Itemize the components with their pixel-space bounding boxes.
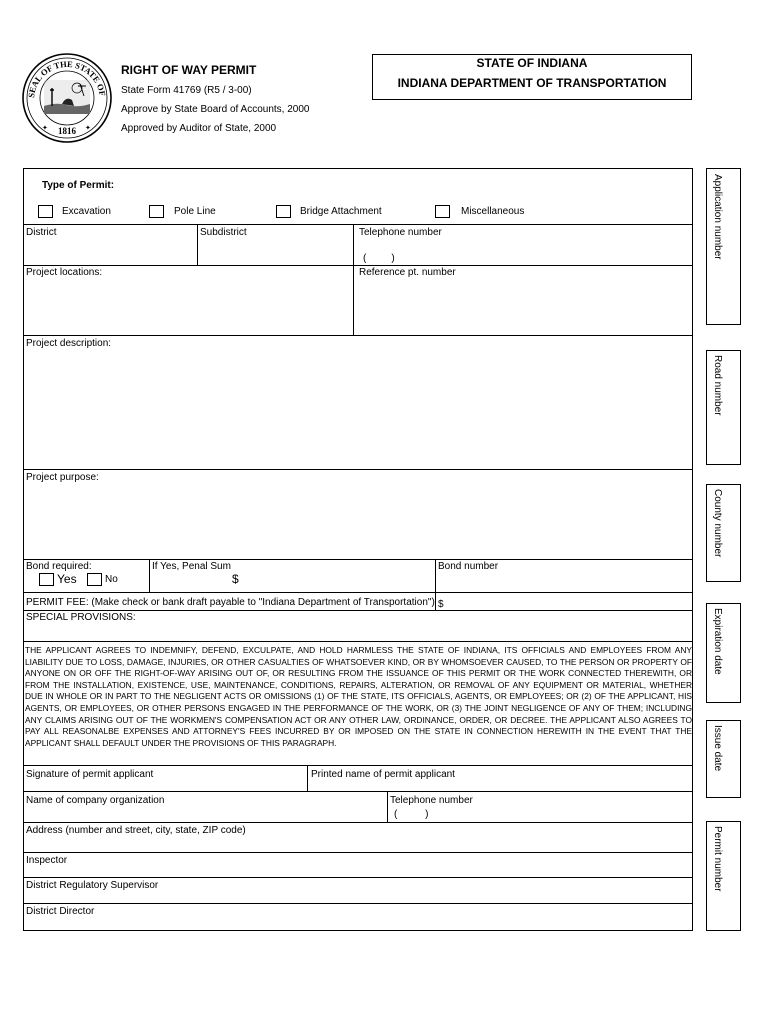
penal-sum-dollar: $ [232, 572, 239, 586]
company-telephone-parens: ( ) [394, 809, 429, 820]
seal-star-right: ✦ [85, 125, 91, 132]
permit-fee-label: PERMIT FEE: (Make check or bank draft payable to "Indiana Department of Transportation") [26, 597, 435, 608]
seal-text: SEAL OF THE STATE OF [26, 58, 108, 99]
bond-yes-label: Yes [57, 572, 77, 586]
permit-title: RIGHT OF WAY PERMIT [121, 63, 257, 77]
provisions-paragraph: THE APPLICANT AGREES TO INDEMNIFY, DEFEND, EXCULPATE, AND HOLD HARMLESS THE STATE OF INDIANA, ITS OFFICIALS AND EMPLOYEES FROM ANY LIABILITY DUE TO LOSS, DAMAGE, INJURIES, OR OTHER CASUALTIES OF WHATSOEVER KIND, OR BY WHOMSOEVER CAUSED, TO THE PERSON OR PROPERTY OF ANYONE ON OR OFF THE RIGHT-OF-WAY ARISING OUT OF, OR RESULTING FROM THE ISSUANCE OF THIS PERMIT OR THE WORK CONNECTED THEREWITH, OR FROM THE INSTALLATION, EXISTENCE, USE, MAINTENANCE, CONDITIONS, REPAIRS, ALTERATION, OR REMOVAL OF ANY EQUIPMENT OR MATERIAL, WHETHER DUE IN WHOLE OR IN PART TO THE NEGLIGENT ACTS OR OMISSIONS (1) OF THE STATE, ITS OFFICIALS, AGENTS, OR EMPLOYEES; OR (2) OF THE APPLICANT, HIS AGENTS, OR EMPLOYEES, OR OTHER PERSONS ENGAGED IN THE PERFORMANCE OF THE WORK, OR (3) THE JOINT NEGLIGENCE OF ANY OF THEM; INCLUDING ANY CLAIMS ARISING OUT OF THE WORKMEN'S COMPENSATION ACT OR ANY OTHER LAW, ORDINANCE, ORDER, OR DECREE. THE APPLICANT ALSO AGREES TO PAY ALL REASONALBE EXPENSES AND ATTORNEY'S FEES INCURRED BY OR IMPOSED ON THE STATE IN CONNECTION HEREWITH IN THE EVENT THAT THE APPLICANT SHALL DEFAULT UNDER THE PROVISIONS OF THIS PARAGRAPH. [25, 645, 692, 748]
bond-number-field[interactable]: Bond number [438, 561, 499, 572]
project-description-field[interactable]: Project description: [26, 338, 112, 349]
pole-line-label: Pole Line [174, 206, 216, 217]
company-field[interactable]: Name of company organization [26, 795, 165, 806]
excavation-label: Excavation [62, 206, 111, 217]
line-row-address [23, 822, 693, 823]
inspector-field[interactable]: Inspector [26, 855, 68, 866]
excavation-checkbox[interactable] [38, 205, 53, 218]
printed-name-field[interactable]: Printed name of permit applicant [311, 769, 455, 780]
line-row-provisions [23, 641, 693, 642]
expiration-date-label: Expiration date [712, 608, 723, 675]
divider-penal [149, 559, 150, 592]
bond-yes-checkbox[interactable] [39, 573, 54, 586]
penal-sum-field[interactable]: If Yes, Penal Sum [152, 561, 231, 572]
bond-no-checkbox[interactable] [87, 573, 102, 586]
line-row-supervisor [23, 877, 693, 878]
project-purpose-field[interactable]: Project purpose: [26, 472, 99, 483]
form-number: State Form 41769 (R5 / 3-00) [121, 85, 252, 96]
miscellaneous-label: Miscellaneous [461, 206, 525, 217]
line-row-director [23, 903, 693, 904]
approved-board: Approve by State Board of Accounts, 2000 [121, 104, 310, 115]
miscellaneous-checkbox[interactable] [435, 205, 450, 218]
divider-bond-number [435, 559, 436, 592]
line-row-special [23, 610, 693, 611]
district-director-field[interactable]: District Director [26, 906, 95, 917]
project-locations-field[interactable]: Project locations: [26, 267, 103, 278]
seal-star-left: ✦ [42, 125, 48, 132]
line-row-bond [23, 559, 693, 560]
signature-field[interactable]: Signature of permit applicant [26, 769, 154, 780]
line-row-fee [23, 592, 693, 593]
pole-line-checkbox[interactable] [149, 205, 164, 218]
district-field[interactable]: District [26, 227, 57, 238]
reference-pt-field[interactable]: Reference pt. number [359, 267, 456, 278]
state-name: STATE OF INDIANA [476, 56, 588, 70]
regulatory-supervisor-field[interactable]: District Regulatory Supervisor [26, 880, 159, 891]
subdistrict-field[interactable]: Subdistrict [200, 227, 247, 238]
department-name: INDIANA DEPARTMENT OF TRANSPORTATION [397, 76, 667, 90]
line-row-locations [23, 265, 693, 266]
permit-fee-dollar[interactable]: $ [438, 599, 444, 610]
application-number-label: Application number [712, 174, 723, 260]
bridge-attachment-checkbox[interactable] [276, 205, 291, 218]
divider-district [197, 224, 198, 265]
line-row-inspector [23, 852, 693, 853]
issue-date-label: Issue date [712, 725, 723, 772]
bridge-attachment-label: Bridge Attachment [300, 206, 382, 217]
line-row-purpose [23, 469, 693, 470]
line-row-company [23, 791, 693, 792]
state-seal [22, 50, 112, 144]
telephone-field[interactable]: Telephone number [359, 227, 442, 238]
line-row-district [23, 224, 693, 225]
divider-telephone [353, 224, 354, 335]
company-telephone-field[interactable]: Telephone number [390, 795, 473, 806]
permit-number-label: Permit number [712, 826, 723, 892]
line-row-description [23, 335, 693, 336]
road-number-label: Road number [712, 355, 723, 416]
special-provisions-field[interactable]: SPECIAL PROVISIONS: [26, 612, 136, 623]
bond-required-label: Bond required: [26, 561, 92, 572]
telephone-parens: ( ) [363, 253, 395, 264]
line-row-signature [23, 765, 693, 766]
bond-no-label: No [105, 574, 118, 585]
county-number-label: County number [712, 489, 723, 558]
seal-graphic [22, 50, 112, 144]
seal-year: 1816 [58, 126, 76, 136]
address-field[interactable]: Address (number and street, city, state, ZIP code) [26, 825, 246, 836]
divider-fee [435, 592, 436, 610]
form-frame [23, 168, 693, 931]
approved-auditor: Approved by Auditor of State, 2000 [121, 123, 277, 134]
divider-printed-name [307, 765, 308, 791]
divider-company-phone [387, 791, 388, 822]
permit-type-label: Type of Permit: [42, 180, 115, 191]
